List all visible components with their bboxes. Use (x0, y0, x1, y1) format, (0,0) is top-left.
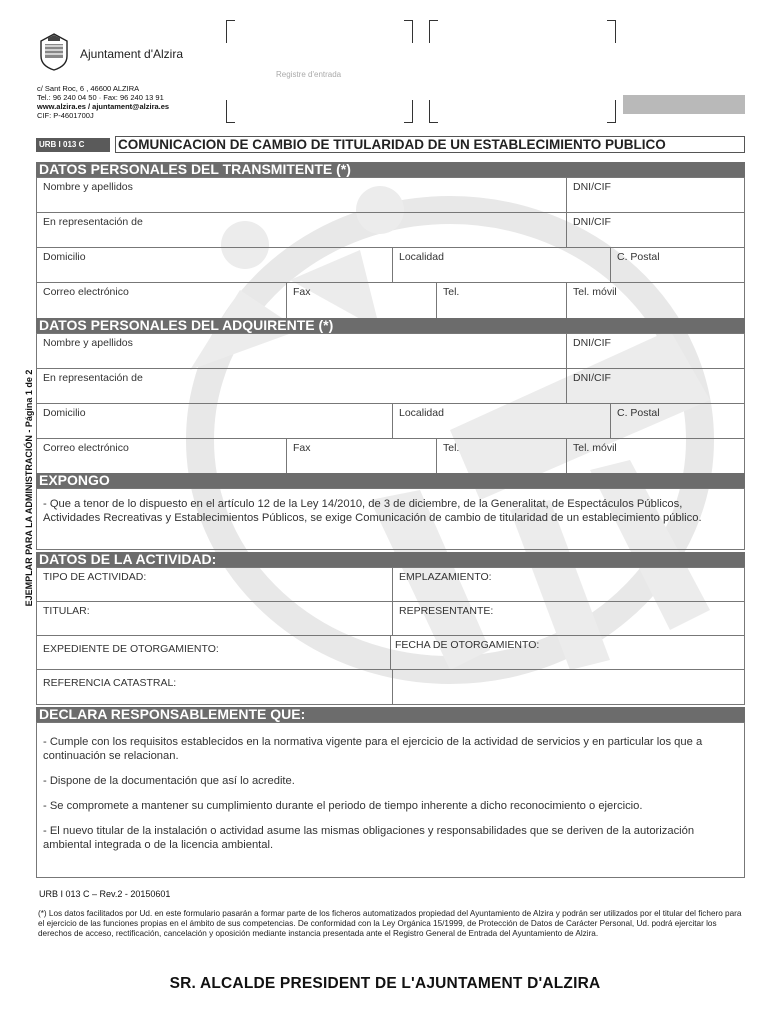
privacy-footnote: (*) Los datos facilitados por Ud. en este formulario pasarán a formar parte de los ficheros automatizados propiedad del Ayuntamiento de Alzira y podrán ser utilizados por el titular del fichero para el ejercicio de las funciones propias en el ámbito de sus competencias. De conformidad con la Ley Orgánica 15/1999, de Protección de Datos de Carácter Personal, Ud. podrá ejercitar los derechos de acceso, rectificación, cancelación y oposición mediante instancia presentada ante el Registro General de Entrada del Ayuntamiento de Alzira. (38, 909, 742, 938)
adquirente-dni2-field[interactable] (567, 369, 744, 403)
transmitente-email-field[interactable] (37, 283, 287, 318)
side-copy-label: EJEMPLAR PARA LA ADMINISTRACIÓN - Página 1 de 2 (24, 369, 34, 607)
form-code: URB I 013 C (36, 138, 110, 152)
field-label: Tel. (443, 442, 460, 454)
activity-date-field[interactable] (391, 636, 744, 669)
section-declara-heading: DECLARA RESPONSABLEMENTE QUE: (36, 707, 745, 722)
declara-item: - Dispone de la documentación que así lo acredite. (43, 775, 295, 787)
registry-label: Registre d'entrada (276, 70, 342, 79)
section-transmitente-heading: DATOS PERSONALES DEL TRANSMITENTE (*) (36, 162, 745, 177)
field-label: En representación de (43, 216, 143, 228)
field-label: Nombre y apellidos (43, 337, 133, 349)
transmitente-phone-field[interactable] (437, 283, 567, 318)
adquirente-address-field[interactable] (37, 404, 393, 438)
field-label: TIPO DE ACTIVIDAD: (43, 571, 147, 583)
transmitente-address-field[interactable] (37, 248, 393, 282)
adquirente-mobile-field[interactable] (567, 439, 744, 474)
transmitente-locality-field[interactable] (393, 248, 611, 282)
crest-icon (36, 32, 72, 72)
address-block (37, 84, 169, 120)
web-line: www.alzira.es / ajuntament@alzira.es (37, 102, 170, 111)
transmitente-postcode-field[interactable] (611, 248, 744, 282)
activity-cadastral-value[interactable] (393, 670, 744, 704)
org-name: Ajuntament d'Alzira (80, 47, 184, 61)
activity-type-field[interactable] (37, 568, 393, 601)
adquirente-grid (36, 333, 745, 475)
adquirente-email-field[interactable] (37, 439, 287, 474)
phone-line: Tel.: 96 240 04 50 · Fax: 96 240 13 91 (37, 93, 164, 102)
address-line: c/ Sant Roc, 6 , 46600 ALZIRA (37, 84, 140, 93)
registry-number-box (623, 95, 745, 114)
declara-text-box (36, 722, 745, 878)
field-label: Fax (293, 286, 311, 298)
section-expongo-heading: EXPONGO (36, 473, 745, 488)
field-label: EXPEDIENTE DE OTORGAMIENTO: (43, 643, 219, 655)
activity-representative-field[interactable] (393, 602, 744, 635)
field-label: FECHA DE OTORGAMIENTO: (395, 639, 540, 651)
expongo-text: - Que a tenor de lo dispuesto en el artículo 12 de la Ley 14/2010, de 3 de diciembre, de la Generalitat, de Espectáculos Públicos, Actividades Recreativas y Establecimientos Públicos, se exige Comunicación de cambio de titularidad de un establecimiento público. (43, 498, 702, 524)
field-label: Tel. (443, 286, 460, 298)
field-label: DNI/CIF (573, 372, 611, 384)
transmitente-dni-field[interactable] (567, 178, 744, 212)
adquirente-postcode-field[interactable] (611, 404, 744, 438)
declara-item: - Cumple con los requisitos establecidos en la normativa vigente para el ejercicio de la actividad de servicios y en particular los que a continuación se relacionan. (43, 736, 703, 762)
activity-holder-field[interactable] (37, 602, 393, 635)
transmitente-mobile-field[interactable] (567, 283, 744, 318)
activity-file-field[interactable] (37, 636, 391, 669)
field-label: C. Postal (617, 407, 660, 419)
addressee: SR. ALCALDE PRESIDENT DE L'AJUNTAMENT D'ALZIRA (169, 975, 601, 992)
declara-item: - Se compromete a mantener su cumplimiento durante el periodo de tiempo inherente a dicho reconocimiento o ejercicio. (43, 800, 643, 812)
section-adquirente-heading: DATOS PERSONALES DEL ADQUIRENTE (*) (36, 318, 745, 333)
field-label: REFERENCIA CATASTRAL: (43, 677, 177, 689)
revision-code: URB I 013 C – Rev.2 - 20150601 (39, 889, 171, 899)
declara-item: - El nuevo titular de la instalación o actividad asume las mismas obligaciones y responsabilidades que se deriven de la autorización ambiental integrada o de la licencia ambiental. (43, 825, 695, 851)
adquirente-dni-field[interactable] (567, 334, 744, 368)
expongo-text-box (36, 488, 745, 550)
field-label: Nombre y apellidos (43, 181, 133, 193)
field-label: DNI/CIF (573, 337, 611, 349)
activity-location-field[interactable] (393, 568, 744, 601)
field-label: Localidad (399, 407, 444, 419)
field-label: Localidad (399, 251, 444, 263)
field-label: Tel. móvil (573, 442, 617, 454)
transmitente-grid (36, 177, 745, 319)
field-label: Domicilio (43, 251, 86, 263)
field-label: Correo electrónico (43, 442, 129, 454)
adquirente-fax-field[interactable] (287, 439, 437, 474)
form-title: COMUNICACION DE CAMBIO DE TITULARIDAD DE UN ESTABLECIMIENTO PUBLICO (115, 136, 745, 153)
adquirente-locality-field[interactable] (393, 404, 611, 438)
field-label: Fax (293, 442, 311, 454)
adquirente-name-field[interactable] (37, 334, 567, 368)
adquirente-phone-field[interactable] (437, 439, 567, 474)
field-label: DNI/CIF (573, 216, 611, 228)
field-label: Domicilio (43, 407, 86, 419)
transmitente-name-field[interactable] (37, 178, 567, 212)
transmitente-representation-field[interactable] (37, 213, 567, 247)
field-label: Correo electrónico (43, 286, 129, 298)
actividad-grid (36, 567, 745, 705)
field-label: DNI/CIF (573, 181, 611, 193)
section-actividad-heading: DATOS DE LA ACTIVIDAD: (36, 552, 745, 567)
transmitente-dni2-field[interactable] (567, 213, 744, 247)
activity-cadastral-field[interactable] (37, 670, 393, 704)
transmitente-fax-field[interactable] (287, 283, 437, 318)
logo (36, 32, 196, 76)
field-label: En representación de (43, 372, 143, 384)
field-label: C. Postal (617, 251, 660, 263)
field-label: REPRESENTANTE: (399, 605, 494, 617)
field-label: EMPLAZAMIENTO: (399, 571, 492, 583)
cif-line: CIF: P-4601700J (37, 111, 94, 120)
field-label: TITULAR: (43, 605, 90, 617)
field-label: Tel. móvil (573, 286, 617, 298)
adquirente-representation-field[interactable] (37, 369, 567, 403)
